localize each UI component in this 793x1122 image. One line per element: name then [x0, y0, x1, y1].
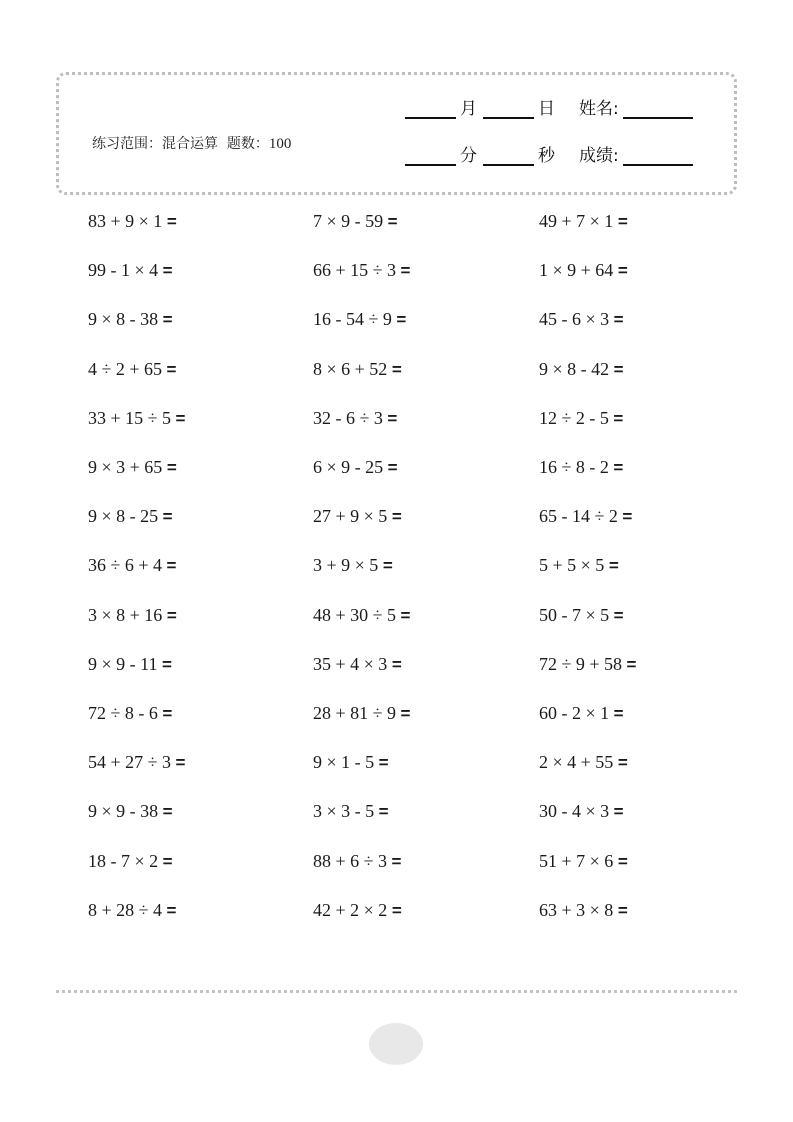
- equals-sign: =: [387, 409, 398, 428]
- problem-expression: 3 × 3 - 5: [313, 801, 375, 821]
- practice-scope: [92, 133, 291, 153]
- equals-sign: =: [613, 802, 624, 821]
- math-problem: [313, 506, 402, 527]
- problem-expression: 9 × 8 - 25: [88, 506, 159, 526]
- page-number-badge: [369, 1023, 423, 1065]
- math-problem: [313, 703, 410, 724]
- math-problem: [313, 555, 393, 576]
- math-problem: [539, 703, 624, 724]
- math-problem: [313, 654, 402, 675]
- equals-sign: =: [613, 458, 624, 477]
- problem-expression: 72 ÷ 9 + 58: [539, 654, 623, 674]
- time-score-row: [405, 147, 693, 166]
- problem-expression: 16 - 54 ÷ 9: [313, 309, 392, 329]
- math-problem: [539, 801, 624, 822]
- problem-expression: 99 - 1 × 4: [88, 260, 159, 280]
- math-problem: [539, 309, 624, 330]
- equals-sign: =: [382, 556, 393, 575]
- math-problem: [313, 408, 397, 429]
- problem-expression: 7 × 9 - 59: [313, 211, 384, 231]
- problem-expression: 30 - 4 × 3: [539, 801, 610, 821]
- problem-expression: 51 + 7 × 6: [539, 851, 614, 871]
- math-problem: [88, 309, 173, 330]
- problem-expression: 6 × 9 - 25: [313, 457, 384, 477]
- equals-sign: =: [617, 852, 628, 871]
- math-problem: [539, 752, 628, 773]
- equals-sign: =: [391, 852, 402, 871]
- month-blank[interactable]: [405, 100, 456, 119]
- equals-sign: =: [617, 261, 628, 280]
- second-blank[interactable]: [483, 147, 534, 166]
- problem-expression: 4 ÷ 2 + 65: [88, 359, 163, 379]
- problem-expression: 9 × 3 + 65: [88, 457, 163, 477]
- problem-expression: 42 + 2 × 2: [313, 900, 388, 920]
- count-value: 100: [268, 136, 292, 152]
- problem-expression: 45 - 6 × 3: [539, 309, 610, 329]
- equals-sign: =: [175, 753, 186, 772]
- math-problem: [539, 654, 636, 675]
- math-problem: [539, 506, 632, 527]
- math-problem: [539, 457, 623, 478]
- problem-expression: 2 × 4 + 55: [539, 752, 614, 772]
- name-label: 姓名:: [579, 99, 619, 119]
- math-problem: [539, 555, 619, 576]
- equals-sign: =: [162, 704, 173, 723]
- equals-sign: =: [613, 360, 624, 379]
- equals-sign: =: [622, 507, 633, 526]
- equals-sign: =: [387, 458, 398, 477]
- problem-expression: 8 × 6 + 52: [313, 359, 388, 379]
- equals-sign: =: [162, 852, 173, 871]
- math-problem: [313, 260, 410, 281]
- math-problem: [88, 801, 173, 822]
- equals-sign: =: [608, 556, 619, 575]
- math-problem: [88, 260, 173, 281]
- equals-sign: =: [166, 458, 177, 477]
- score-blank[interactable]: [623, 147, 693, 166]
- equals-sign: =: [161, 655, 172, 674]
- equals-sign: =: [391, 901, 402, 920]
- problem-expression: 18 - 7 × 2: [88, 851, 159, 871]
- score-label: 成绩:: [579, 146, 619, 166]
- equals-sign: =: [391, 655, 402, 674]
- count-label: 题数：: [226, 136, 269, 152]
- day-label: 日: [538, 99, 555, 119]
- equals-sign: =: [162, 802, 173, 821]
- footer-divider: [56, 990, 737, 993]
- problem-expression: 88 + 6 ÷ 3: [313, 851, 388, 871]
- worksheet-header: [56, 72, 737, 195]
- problem-expression: 9 × 1 - 5: [313, 752, 375, 772]
- problem-expression: 9 × 8 - 38: [88, 309, 159, 329]
- math-problem: [88, 408, 185, 429]
- problem-expression: 83 + 9 × 1: [88, 211, 163, 231]
- math-problem: [88, 555, 176, 576]
- equals-sign: =: [617, 753, 628, 772]
- equals-sign: =: [626, 655, 637, 674]
- math-problem: [88, 211, 177, 232]
- math-problem: [88, 851, 173, 872]
- problem-expression: 49 + 7 × 1: [539, 211, 614, 231]
- problem-expression: 9 × 8 - 42: [539, 359, 610, 379]
- math-problem: [313, 359, 402, 380]
- problem-expression: 1 × 9 + 64: [539, 260, 614, 280]
- day-blank[interactable]: [483, 100, 534, 119]
- equals-sign: =: [396, 310, 407, 329]
- problem-expression: 3 × 8 + 16: [88, 605, 163, 625]
- math-problem: [539, 211, 628, 232]
- math-problem: [313, 309, 406, 330]
- problem-expression: 66 + 15 ÷ 3: [313, 260, 397, 280]
- math-problem: [313, 605, 410, 626]
- equals-sign: =: [378, 802, 389, 821]
- equals-sign: =: [166, 901, 177, 920]
- equals-sign: =: [162, 507, 173, 526]
- name-blank[interactable]: [623, 100, 693, 119]
- equals-sign: =: [613, 409, 624, 428]
- date-name-row: [405, 100, 693, 119]
- math-problem: [539, 260, 628, 281]
- math-problem: [88, 457, 177, 478]
- math-problem: [88, 703, 172, 724]
- problem-expression: 63 + 3 × 8: [539, 900, 614, 920]
- equals-sign: =: [175, 409, 186, 428]
- equals-sign: =: [613, 606, 624, 625]
- equals-sign: =: [166, 360, 177, 379]
- problem-expression: 12 ÷ 2 - 5: [539, 408, 609, 428]
- problem-expression: 60 - 2 × 1: [539, 703, 610, 723]
- problem-expression: 65 - 14 ÷ 2: [539, 506, 618, 526]
- math-problem: [539, 605, 624, 626]
- math-problem: [88, 900, 176, 921]
- problem-expression: 48 + 30 ÷ 5: [313, 605, 397, 625]
- math-problem: [313, 752, 389, 773]
- problem-expression: 5 + 5 × 5: [539, 555, 605, 575]
- equals-sign: =: [400, 261, 411, 280]
- scope-label: 练习范围：混合运算: [92, 136, 218, 152]
- math-problem: [539, 900, 628, 921]
- equals-sign: =: [613, 704, 624, 723]
- equals-sign: =: [400, 606, 411, 625]
- math-problem: [313, 801, 389, 822]
- equals-sign: =: [617, 901, 628, 920]
- equals-sign: =: [162, 310, 173, 329]
- problem-expression: 33 + 15 ÷ 5: [88, 408, 172, 428]
- math-problem: [88, 506, 173, 527]
- month-label: 月: [460, 99, 477, 119]
- math-problem: [88, 359, 176, 380]
- problem-expression: 9 × 9 - 11: [88, 654, 158, 674]
- math-problem: [539, 408, 623, 429]
- equals-sign: =: [613, 310, 624, 329]
- problem-expression: 54 + 27 ÷ 3: [88, 752, 172, 772]
- equals-sign: =: [166, 556, 177, 575]
- problem-expression: 50 - 7 × 5: [539, 605, 610, 625]
- problem-expression: 9 × 9 - 38: [88, 801, 159, 821]
- equals-sign: =: [391, 360, 402, 379]
- problem-expression: 3 + 9 × 5: [313, 555, 379, 575]
- equals-sign: =: [162, 261, 173, 280]
- problem-expression: 28 + 81 ÷ 9: [313, 703, 397, 723]
- problem-expression: 35 + 4 × 3: [313, 654, 388, 674]
- math-problem: [539, 359, 624, 380]
- minute-blank[interactable]: [405, 147, 456, 166]
- problem-expression: 32 - 6 ÷ 3: [313, 408, 383, 428]
- problem-expression: 72 ÷ 8 - 6: [88, 703, 158, 723]
- math-problem: [313, 900, 402, 921]
- math-problem: [313, 457, 398, 478]
- math-problem: [313, 211, 398, 232]
- minute-label: 分: [460, 146, 477, 166]
- equals-sign: =: [617, 212, 628, 231]
- math-problem: [88, 605, 177, 626]
- problem-expression: 16 ÷ 8 - 2: [539, 457, 609, 477]
- math-problem: [88, 654, 172, 675]
- equals-sign: =: [166, 212, 177, 231]
- equals-sign: =: [391, 507, 402, 526]
- math-problem: [539, 851, 628, 872]
- equals-sign: =: [166, 606, 177, 625]
- equals-sign: =: [400, 704, 411, 723]
- math-problem: [88, 752, 185, 773]
- problem-expression: 27 + 9 × 5: [313, 506, 388, 526]
- equals-sign: =: [378, 753, 389, 772]
- second-label: 秒: [538, 146, 555, 166]
- math-problem: [313, 851, 401, 872]
- problem-expression: 8 + 28 ÷ 4: [88, 900, 163, 920]
- problem-expression: 36 ÷ 6 + 4: [88, 555, 163, 575]
- equals-sign: =: [387, 212, 398, 231]
